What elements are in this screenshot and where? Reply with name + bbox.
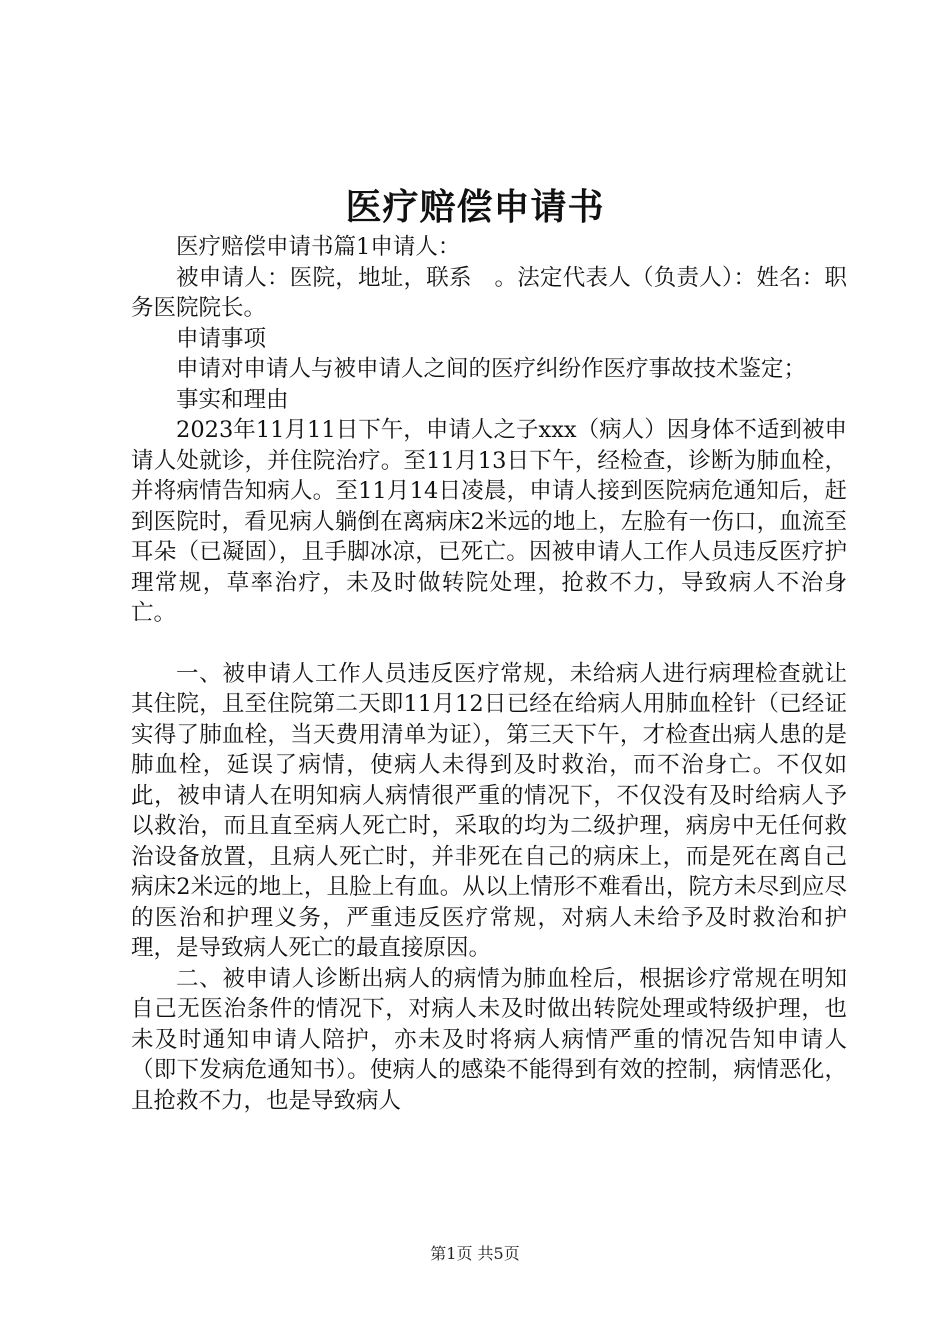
paragraph-request: 申请对申请人与被申请人之间的医疗纠纷作医疗事故技术鉴定；: [176, 356, 807, 382]
document-title: 医疗赔偿申请书: [345, 187, 605, 228]
paragraph-respondent: 被申请人：医院，地址，联系 。法定代表人（负责人）：姓名：职务医院院长。: [131, 264, 847, 321]
page-number-footer: 第1页 共5页: [430, 1244, 520, 1263]
paragraph-facts: 2023年11月11日下午，申请人之子xxx（病人）因身体不适到被申请人处就诊，并住院治疗。至11月13日下午，经检查，诊断为肺血栓，并将病情告知病人。至11月14日凌晨，申请人接到医院病危通知后，赶到医院时，看见病人躺倒在离病床2米远的地上，左脸有一伤口，血流至耳朵（已凝固），且手脚冰凉，已死亡。因被申请人工作人员违反医疗护理常规，草率治疗，未及时做转院处理，抢救不力，导致病人不治身亡。: [131, 417, 847, 626]
paragraph-applicant: 医疗赔偿申请书篇1申请人：: [176, 234, 461, 260]
paragraph-reason-two: 二、被申请人诊断出病人的病情为肺血栓后，根据诊疗常规在明知自己无医治条件的情况下，对病人未及时做出转院处理或特级护理，也未及时通知申请人陪护，亦未及时将病人病情严重的情况告知申请人（即下发病危通知书）。使病人的感染不能得到有效的控制，病情恶化，且抢救不力，也是导致病人: [131, 965, 847, 1114]
document-body: [131, 232, 847, 1116]
heading-request-items: 申请事项: [176, 325, 267, 352]
heading-facts-reasons: 事实和理由: [176, 386, 289, 413]
paragraph-reason-one: 一、被申请人工作人员违反医疗常规，未给病人进行病理检查就让其住院，且至住院第二天即11月12日已经在给病人用肺血栓针（已经证实得了肺血栓，当天费用清单为证），第三天下午，才检查出病人患的是肺血栓，延误了病情，使病人未得到及时救治，而不治身亡。不仅如此，被申请人在明知病人病情很严重的情况下，不仅没有及时给病人予以救治，而且直至病人死亡时，采取的均为二级护理，病房中无任何救治设备放置，且病人死亡时，并非死在自己的病床上，而是死在离自己病床2米远的地上，且脸上有血。从以上情形不难看出，院方未尽到应尽的医治和护理义务，严重违反医疗常规，对病人未给予及时救治和护理，是导致病人死亡的最直接原因。: [131, 660, 847, 961]
